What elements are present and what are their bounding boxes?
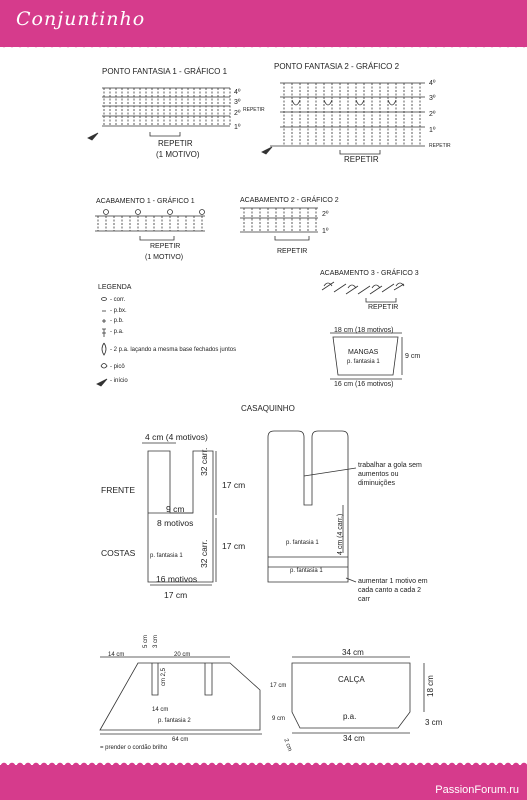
calca-top: 34 cm [342, 648, 364, 657]
chart-pf1-row-3: 3º [234, 99, 241, 106]
chart-ac2-title: ACABAMENTO 2 - GRÁFICO 2 [240, 197, 339, 204]
chart-pf2-row-1: 1º [429, 127, 436, 134]
legend-item-corr: - corr. [110, 297, 126, 303]
page-title: Conjuntinho [16, 8, 146, 30]
chart-pf1-motif: (1 MOTIVO) [156, 150, 200, 159]
calca-stitch: p.a. [343, 712, 357, 721]
chart-pf2-row-4: 4º [429, 80, 436, 87]
chart-ac2-grid [240, 208, 318, 240]
chart-ac3-grid [322, 282, 404, 302]
chart-ac3-repeat: REPETIR [368, 304, 399, 311]
casaquinho-right-stitch-1: p. fantasia 1 [286, 540, 319, 546]
mangas-name: MANGAS [348, 349, 379, 356]
saia-d14: 14 cm [108, 652, 125, 658]
legend-item-2pa: - 2 p.a. laçando a mesma base fechados juntos [110, 347, 237, 353]
calca-right-height: 18 cm [426, 675, 435, 697]
mangas-shape [330, 333, 402, 379]
saia-d2-5: cm 2,5 [161, 667, 167, 686]
casaquinho-stitch: p. fantasia 1 [150, 553, 183, 559]
chart-pf1-repeat: REPETIR [158, 139, 193, 148]
chart-ac2-row-1: 1º [322, 228, 329, 235]
chart-pf2-row-2: 2º [429, 111, 436, 118]
casaquinho-frente: FRENTE [101, 485, 135, 495]
chart-ac3-title: ACABAMENTO 3 - GRÁFICO 3 [320, 270, 419, 277]
chart-pf2-row-3: 3º [429, 95, 436, 102]
casaquinho-front-shape [268, 431, 356, 582]
chart-pf1-row-1: 1º [234, 124, 241, 131]
casaquinho-neck-motifs: 8 motivos [157, 518, 194, 528]
legend-title: LEGENDA [98, 284, 132, 291]
site-watermark: PassionForum.ru [435, 784, 519, 796]
casaquinho-height-bottom: 17 cm [222, 541, 246, 551]
chart-ac1-motif: (1 MOTIVO) [145, 254, 184, 261]
legend-item-inicio: - início [110, 378, 128, 384]
saia-d14b: 14 cm [152, 707, 169, 713]
calca-name: CALÇA [338, 675, 365, 684]
calca-left-height: 17 cm [270, 683, 287, 689]
chart-pf2-repeat-side: REPETIR [429, 143, 451, 149]
chart-ac1-title: ACABAMENTO 1 - GRÁFICO 1 [96, 198, 195, 205]
legend-item-pbx: - p.bx. [110, 308, 127, 314]
legend-item-pa: - p.a. [110, 329, 124, 335]
chart-pf2-repeat: REPETIR [344, 155, 379, 164]
casaquinho-title: CASAQUINHO [241, 404, 295, 413]
casaquinho-top-width: 4 cm (4 motivos) [145, 432, 208, 442]
legend-item-pico: - picô [110, 364, 125, 370]
chart-pf1-grid [88, 88, 230, 140]
saia-stitch: p. fantasia 2 [158, 718, 191, 724]
chart-pf1-row-4: 4º [234, 89, 241, 96]
mangas-top-label: 18 cm (18 motivos) [334, 327, 394, 334]
casaquinho-note-gola: trabalhar a gola sem aumentos ou diminuições [358, 462, 422, 488]
casaquinho-costas: COSTAS [101, 548, 136, 558]
calca-bottom: 34 cm [343, 734, 365, 743]
casaquinho-side-carr: 4 cm (4 carr.) [337, 513, 344, 555]
chart-ac2-row-2: 2º [322, 211, 329, 218]
calca-corner: 2 cm [282, 738, 293, 753]
casaquinho-base-cm: 17 cm [164, 590, 188, 600]
casaquinho-neck-cm: 9 cm [166, 504, 185, 514]
chart-pf1-repeat-side: REPETIR [243, 107, 265, 113]
casaquinho-note-aumentar: aumentar 1 motivo em cada canto a cada 2 carr [358, 578, 428, 604]
casaquinho-base-motifs: 16 motivos [156, 574, 198, 584]
saia-d5: 5 cm [143, 634, 149, 648]
chart-ac1-repeat: REPETIR [150, 243, 181, 250]
chart-pf1-title: PONTO FANTASIA 1 - GRÁFICO 1 [102, 67, 228, 76]
casaquinho-right-stitch-2: p. fantasia 1 [290, 568, 323, 574]
legend-symbols [97, 298, 107, 387]
calca-right-small: 3 cm [425, 718, 443, 727]
saia-base: 64 cm [172, 737, 189, 743]
mangas-stitch: p. fantasia 1 [347, 359, 380, 365]
saia-d3: 3 cm [153, 634, 159, 648]
chart-pf1-row-2: 2º [234, 110, 241, 117]
chart-pf2-grid [262, 83, 425, 154]
legend-item-pb: - p.b. [110, 318, 124, 324]
mangas-height: 9 cm [405, 353, 421, 360]
chart-ac2-repeat: REPETIR [277, 248, 308, 255]
chart-pf2-title: PONTO FANTASIA 2 - GRÁFICO 2 [274, 62, 400, 71]
calca-shape [292, 657, 424, 733]
casaquinho-carr-bottom: 32 carr. [199, 539, 209, 568]
mangas-bottom-label: 16 cm (16 motivos) [334, 381, 394, 388]
casaquinho-carr-top: 32 carr. [199, 447, 209, 476]
saia-d20: 20 cm [174, 652, 191, 658]
calca-left-small: 9 cm [272, 716, 286, 722]
chart-ac1-grid [95, 210, 205, 241]
saia-note: = prender o cordão brilho [100, 745, 168, 751]
casaquinho-height-top: 17 cm [222, 480, 246, 490]
